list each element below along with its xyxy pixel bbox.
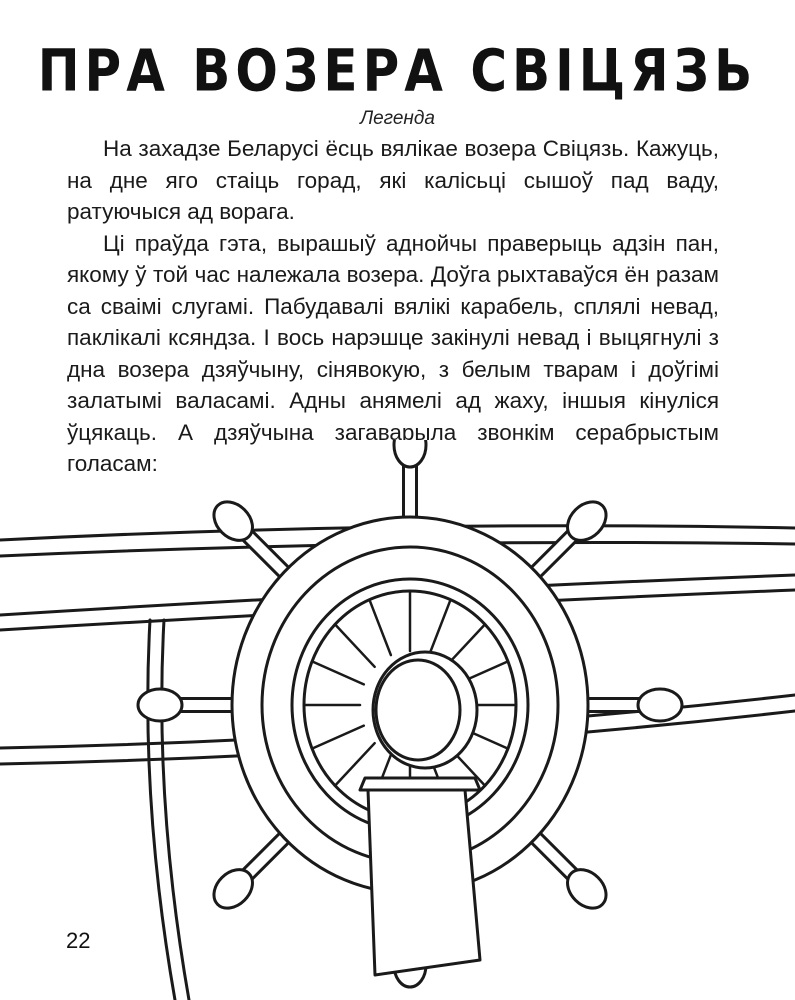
page-title: ПРА ВОЗЕРА СВІЦЯЗЬ xyxy=(37,37,758,105)
story-text xyxy=(67,133,719,480)
page-subtitle: Легенда xyxy=(360,108,435,129)
paragraph: Ці праўда гэта, вырашыў аднойчы праверыць адзін пан, якому ў той час належала возера. Доўга рыхтаваўся ён разам са сваімі слугамі. Пабудавалі вялікі карабель, сплялі невад, паклікалі ксяндза. І вось нарэшце закінулі невад і выцягнулі з дна возера дзяўчыну, сінявокую, з белым тварам і доўгімі залатымі валасамі. Адны анямелі ад жаху, іншыя кінуліся ўцякаць. А дзяўчына загаварыла звонкім серабрыстым голасам: xyxy=(67,230,719,476)
paragraph: На захадзе Беларусі ёсць вялікае возера Свіцязь. Кажуць, на дне яго стаіць горад, які калісьці сышоў пад ваду, ратуючыся ад ворага. xyxy=(67,136,719,224)
ship-wheel-illustration xyxy=(0,440,795,1000)
page-number: 22 xyxy=(66,928,91,953)
